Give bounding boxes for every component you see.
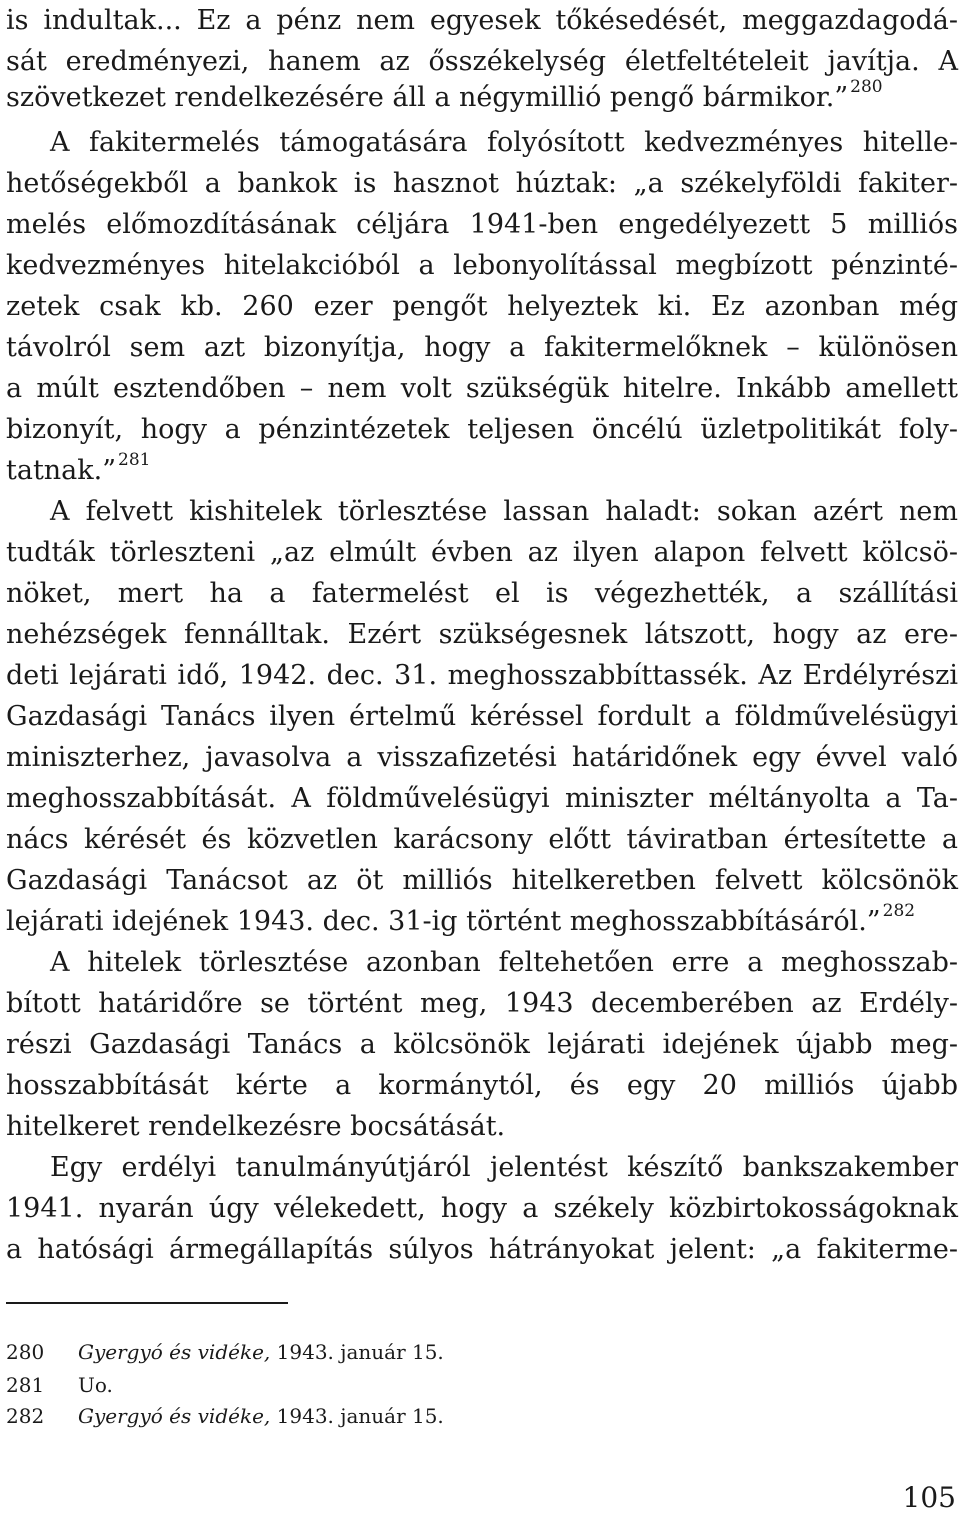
- text-line: A hitelek törlesztése azonban feltehetően erre a meghosszab-: [50, 947, 958, 978]
- text-line: zetek csak kb. 260 ezer pengőt helyeztek ki. Ez azonban még: [6, 291, 958, 322]
- text-line: nöket, mert ha a fatermelést el is végezhették, a szállítási: [6, 578, 958, 609]
- footnote-number: 280: [6, 1340, 45, 1364]
- text-line: szövetkezet rendelkezésére áll a négymillió pengő bármikor.” $^{280}$: [6, 77, 883, 113]
- page-number: 105: [902, 1481, 956, 1514]
- text-line: sát eredményezi, hanem az ősszékelység életfeltételeit javítja. A: [6, 46, 958, 77]
- text-line: deti lejárati idő, 1942. dec. 31. meghosszabbíttassék. Az Erdélyrészi: [6, 660, 958, 691]
- footnote-281: [6, 1370, 113, 1400]
- text-line: lejárati idejének 1943. dec. 31-ig történt meghosszabbításáról.” $^{282}$: [6, 901, 916, 937]
- footnote-source: Gyergyó és vidéke,: [78, 1340, 271, 1364]
- text-line: Egy erdélyi tanulmányútjáról jelentést készítő bankszakember: [50, 1152, 958, 1183]
- text-line: tatnak.” $^{281}$: [6, 450, 151, 486]
- text-line: miniszterhez, javasolva a visszafizetési határidőnek egy évvel való: [6, 742, 958, 773]
- footnote-ref-281[interactable]: 281: [118, 450, 151, 470]
- text-line: Gazdasági Tanács ilyen értelmű kéréssel fordult a földművelésügyi: [6, 701, 958, 732]
- footnote-separator: [6, 1302, 288, 1304]
- footnote-number: 281: [6, 1373, 45, 1397]
- footnote-ref-280[interactable]: 280: [850, 77, 883, 97]
- text-line: nács kérését és közvetlen karácsony előtt táviratban értesítette a: [6, 824, 958, 855]
- text-line: kedvezményes hitelakcióból a lebonyolítással megbízott pénzinté-: [6, 250, 958, 281]
- text-line: a múlt esztendőben – nem volt szükségük hitelre. Inkább amellett: [6, 373, 958, 404]
- text-line: melés előmozdításának céljára 1941-ben engedélyezett 5 milliós: [6, 209, 958, 240]
- text-line: bizonyít, hogy a pénzintézetek teljesen öncélú üzletpolitikát foly-: [6, 414, 958, 445]
- text-line: A felvett kishitelek törlesztése lassan haladt: sokan azért nem: [50, 496, 958, 527]
- footnote-number: 282: [6, 1404, 45, 1428]
- text-line: Gazdasági Tanácsot az öt milliós hitelkeretben felvett kölcsönök: [6, 865, 958, 896]
- text-line: meghosszabbítását. A földművelésügyi miniszter méltányolta a Ta-: [6, 783, 958, 814]
- text-line: A fakitermelés támogatására folyósított kedvezményes hitelle-: [50, 127, 958, 158]
- footnote-282: [6, 1401, 444, 1431]
- text-line: bított határidőre se történt meg, 1943 decemberében az Erdély-: [6, 988, 958, 1019]
- text-line: hitelkeret rendelkezésre bocsátását.: [6, 1111, 506, 1142]
- text-line: tudták törleszteni „az elmúlt évben az ilyen alapon felvett kölcsö-: [6, 537, 958, 568]
- text-line: 1941. nyarán úgy vélekedett, hogy a székely közbirtokosságoknak: [6, 1193, 958, 1224]
- footnote-text: 1943. január 15.: [270, 1340, 444, 1364]
- footnote-text: 1943. január 15.: [270, 1404, 444, 1428]
- text-line: a hatósági ármegállapítás súlyos hátrányokat jelent: „a fakiterme-: [6, 1234, 958, 1265]
- text-line: távolról sem azt bizonyítja, hogy a fakitermelőknek – különösen: [6, 332, 958, 363]
- text-line: részi Gazdasági Tanács a kölcsönök lejárati idejének újabb meg-: [6, 1029, 958, 1060]
- footnote-ref-282[interactable]: 282: [882, 901, 916, 921]
- footnote-280: [6, 1337, 444, 1367]
- text-line: is indultak... Ez a pénz nem egyesek tőkésedését, meggazdagodá-: [6, 5, 958, 36]
- text-line: hosszabbítását kérte a kormánytól, és egy 20 milliós újabb: [6, 1070, 958, 1101]
- footnote-source: Gyergyó és vidéke,: [78, 1404, 271, 1428]
- text-line: hetőségekből a bankok is hasznot húztak: „a székelyföldi fakiter-: [6, 168, 958, 199]
- footnote-text: Uo.: [78, 1373, 113, 1397]
- text-line: nehézségek fennálltak. Ezért szükségesnek látszott, hogy az ere-: [6, 619, 958, 650]
